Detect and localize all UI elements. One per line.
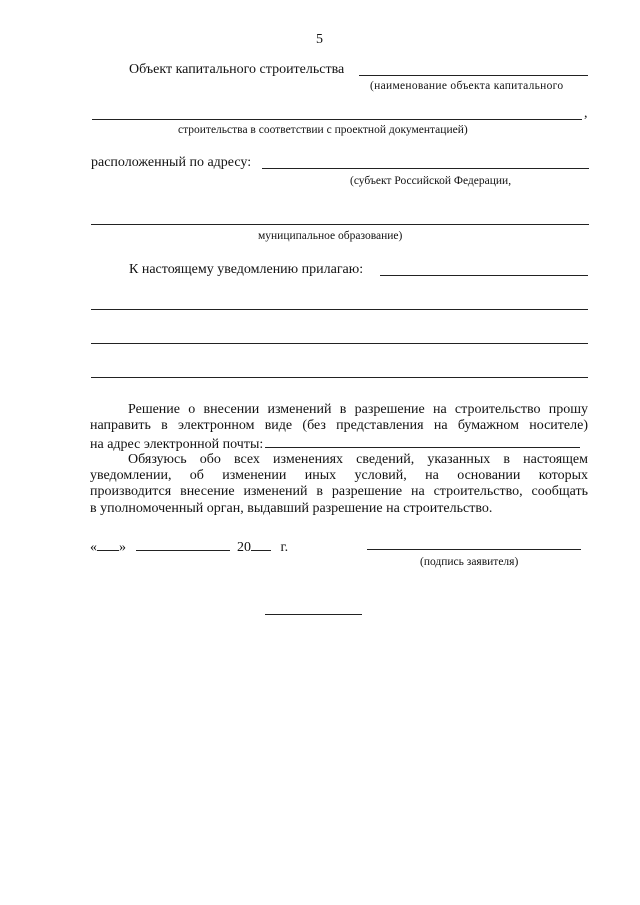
attach-field-3[interactable] bbox=[91, 343, 588, 344]
para2-row2: уведомлении, об изменении иных условий, на основании которых bbox=[90, 468, 588, 484]
signature-caption: (подпись заявителя) bbox=[420, 556, 519, 568]
address-caption-1: (субъект Российской Федерации, bbox=[350, 175, 512, 187]
para1-row1: Решение о внесении изменений в разрешение на строительство прошу bbox=[128, 402, 588, 417]
date-row bbox=[90, 537, 288, 556]
para2-row3: производится внесение изменений в разрешение на строительство, сообщать bbox=[90, 484, 588, 500]
object-name-field[interactable] bbox=[359, 75, 588, 76]
attach-field-2[interactable] bbox=[91, 309, 588, 310]
object-name-field-2[interactable] bbox=[92, 119, 582, 120]
date-close-quote: » bbox=[119, 540, 126, 555]
address-caption-2: муниципальное образование) bbox=[258, 230, 403, 242]
end-separator bbox=[265, 614, 362, 615]
para2-row4: в уполномоченный орган, выдавший разрешение на строительство. bbox=[90, 500, 493, 516]
object-caption-2: строительства в соответствии с проектной документацией) bbox=[178, 124, 468, 136]
signature-field[interactable] bbox=[367, 549, 581, 550]
para1-row3: на адрес электронной почты: bbox=[90, 437, 264, 453]
date-day-field[interactable] bbox=[97, 537, 119, 551]
date-open-quote: « bbox=[90, 540, 97, 555]
object-caption-1: (наименование объекта капитального bbox=[370, 80, 564, 92]
object-label: Объект капитального строительства bbox=[129, 62, 345, 77]
email-request-paragraph bbox=[90, 402, 588, 451]
attach-label: К настоящему уведомлению прилагаю: bbox=[129, 262, 364, 277]
date-month-field[interactable] bbox=[136, 537, 230, 551]
object-comma: , bbox=[584, 106, 588, 121]
address-field[interactable] bbox=[262, 168, 589, 169]
attach-field-4[interactable] bbox=[91, 377, 588, 378]
para2-row1: Обязуюсь обо всех изменениях сведений, указанных в настоящем bbox=[128, 452, 588, 467]
obligation-paragraph bbox=[90, 452, 588, 517]
address-field-2[interactable] bbox=[91, 224, 589, 225]
date-year-suffix: г. bbox=[280, 540, 289, 555]
address-label: расположенный по адресу: bbox=[91, 155, 252, 170]
date-year-field[interactable] bbox=[251, 537, 271, 551]
date-year-prefix: 20 bbox=[237, 540, 251, 555]
attach-field-1[interactable] bbox=[380, 275, 588, 276]
email-field[interactable] bbox=[265, 434, 580, 448]
page-number: 5 bbox=[316, 32, 323, 47]
para1-row2: направить в электронном виде (без представления на бумажном носителе) bbox=[90, 418, 588, 434]
